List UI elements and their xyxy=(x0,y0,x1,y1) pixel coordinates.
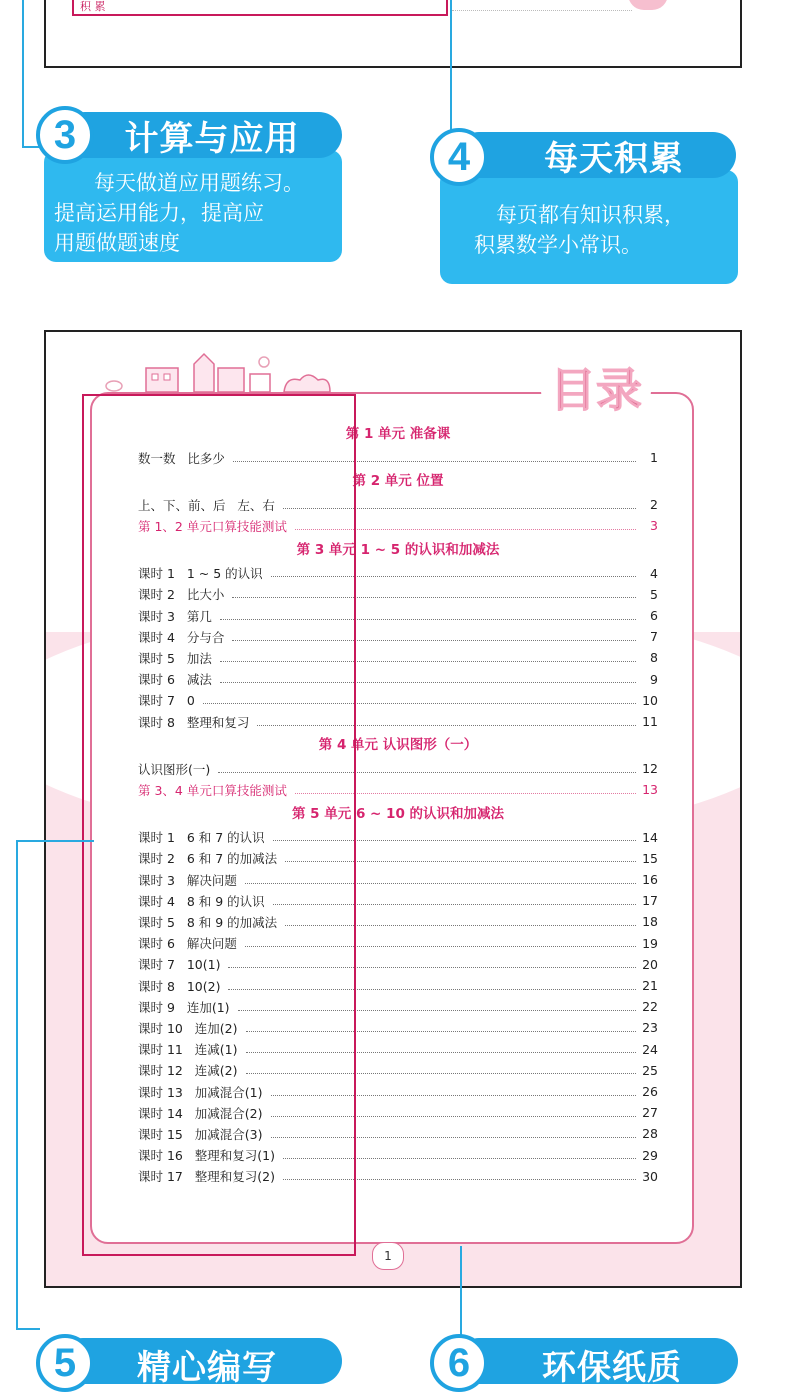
card-3-line: 提高运用能力，提高应 xyxy=(54,201,264,225)
toc-entry-label: 课时 1 6 和 7 的认识 xyxy=(138,830,265,846)
toc-entry-label: 课时 16 整理和复习(1) xyxy=(138,1148,276,1164)
toc-entry-page: 20 xyxy=(642,956,658,972)
card-4-line: 积累数学小常识。 xyxy=(474,233,642,257)
toc-entry-label: 课时 6 解决问题 xyxy=(138,936,237,952)
house-decoration-icon xyxy=(104,350,364,394)
accumulate-label: 积 累 xyxy=(80,0,106,13)
toc-entry-label: 课时 1 1 ~ 5 的认识 xyxy=(138,566,263,582)
card-5-number-badge: 5 xyxy=(36,1334,94,1392)
toc-entry-label: 课时 2 比大小 xyxy=(138,587,225,603)
toc-entry-label: 课时 8 10(2) xyxy=(138,978,221,994)
card-6-number-badge: 6 xyxy=(430,1334,488,1392)
toc-entry-label: 上、下、前、后 左、右 xyxy=(138,497,275,513)
toc-entry-page: 13 xyxy=(642,782,658,798)
card-3-title: 计算与应用 xyxy=(62,112,342,158)
toc-entry-page: 28 xyxy=(642,1126,658,1142)
toc-entry-label: 课时 17 整理和复习(2) xyxy=(138,1169,276,1185)
toc-entry-page: 11 xyxy=(642,714,658,729)
card-5-title: 精心编写 xyxy=(60,1338,342,1384)
toc-entry-label: 课时 6 减法 xyxy=(138,672,212,688)
card-3-line: 每天做道应用题练习。 xyxy=(94,171,304,195)
toc-entry-page: 7 xyxy=(650,629,658,645)
card-3-number-badge: 3 xyxy=(36,106,94,164)
toc-entry-page: 14 xyxy=(642,829,658,845)
toc-entry-page: 24 xyxy=(642,1041,658,1057)
toc-entry-label: 课时 3 解决问题 xyxy=(138,872,237,888)
toc-entry-page: 17 xyxy=(642,893,658,909)
toc-entry-label: 课时 2 6 和 7 的加减法 xyxy=(138,851,278,867)
card-6-title: 环保纸质 xyxy=(456,1338,738,1384)
connector-line xyxy=(450,0,452,136)
toc-entry-page: 3 xyxy=(650,518,658,534)
card-4-number-badge: 4 xyxy=(430,128,488,186)
connector-line xyxy=(460,1246,462,1338)
toc-entry-page: 27 xyxy=(642,1105,658,1121)
toc-entry-page: 29 xyxy=(642,1147,658,1163)
top-highlight-box xyxy=(72,0,448,16)
toc-entry-label: 第 3、4 单元口算技能测试 xyxy=(138,782,287,798)
toc-entry-page: 9 xyxy=(650,671,658,687)
toc-entry-page: 19 xyxy=(642,935,658,951)
toc-entry-page: 6 xyxy=(650,608,658,623)
unit-heading: 第 1 单元 准备课 xyxy=(345,426,451,442)
connector-line xyxy=(22,0,24,148)
toc-entry-label: 数一数 比多少 xyxy=(138,450,225,466)
toc-entry-page: 16 xyxy=(642,872,658,887)
toc-entry-label: 认识图形(一) xyxy=(138,761,211,777)
toc-entry-page: 26 xyxy=(642,1084,658,1099)
connector-line xyxy=(16,840,18,1330)
toc-entry-page: 4 xyxy=(650,565,658,581)
toc-entry-page: 23 xyxy=(642,1020,658,1036)
toc-entry-page: 8 xyxy=(650,650,658,666)
card-3-line: 用题做题速度 xyxy=(54,231,180,255)
toc-entry-page: 15 xyxy=(642,850,658,866)
connector-line xyxy=(16,840,94,842)
toc-entry-label: 课时 14 加减混合(2) xyxy=(138,1105,263,1121)
toc-title: 目录 xyxy=(541,362,651,418)
toc-entry-label: 课时 12 连减(2) xyxy=(138,1063,238,1079)
toc-entry-label: 课时 9 连加(1) xyxy=(138,999,230,1015)
card-4-body xyxy=(440,170,738,284)
card-4-line: 每页都有知识积累， xyxy=(496,203,685,227)
toc-entry-page: 2 xyxy=(650,497,658,513)
toc-entry-label: 课时 10 连加(2) xyxy=(138,1020,238,1036)
toc-entry-page: 10 xyxy=(642,692,658,708)
toc-entry-page: 18 xyxy=(642,914,658,930)
toc-entry-page: 1 xyxy=(650,450,658,465)
connector-line xyxy=(16,1328,40,1330)
toc-entry-label: 课时 5 加法 xyxy=(138,650,212,666)
toc-entry-label: 课时 7 0 xyxy=(138,693,195,709)
unit-heading: 第 4 单元 认识图形（一） xyxy=(318,737,478,754)
unit-heading: 第 5 单元 6 ~ 10 的认识和加减法 xyxy=(291,805,505,822)
page-number: 1 xyxy=(372,1242,404,1270)
toc-entry-page: 5 xyxy=(650,586,658,602)
top-dotted-line xyxy=(452,10,632,11)
toc-entry-label: 课时 11 连减(1) xyxy=(138,1042,238,1058)
toc-entry-label: 课时 13 加减混合(1) xyxy=(138,1084,263,1100)
toc-entry-label: 课时 4 分与合 xyxy=(138,629,225,645)
toc-entry-page: 21 xyxy=(642,978,658,993)
toc-entry-label: 课时 7 10(1) xyxy=(138,957,221,973)
card-3-body xyxy=(44,150,342,262)
toc-entry-label: 课时 3 第几 xyxy=(138,608,212,624)
toc-entry-label: 第 1、2 单元口算技能测试 xyxy=(138,518,287,534)
unit-heading: 第 2 单元 位置 xyxy=(352,473,444,490)
toc-entry-page: 30 xyxy=(642,1168,658,1184)
toc-entry-page: 22 xyxy=(642,999,658,1015)
unit-heading: 第 3 单元 1 ~ 5 的认识和加减法 xyxy=(296,541,500,558)
toc-entry-label: 课时 8 整理和复习 xyxy=(138,714,250,730)
card-4-title: 每天积累 xyxy=(456,132,736,178)
toc-entry-label: 课时 15 加减混合(3) xyxy=(138,1126,263,1142)
toc-entry-page: 25 xyxy=(642,1062,658,1078)
toc-page-frame xyxy=(44,330,742,1288)
red-highlight-box xyxy=(82,394,356,1256)
toc-entry-label: 课时 4 8 和 9 的认识 xyxy=(138,893,265,909)
toc-entry-page: 12 xyxy=(642,761,658,777)
toc-entry-label: 课时 5 8 和 9 的加减法 xyxy=(138,914,278,930)
